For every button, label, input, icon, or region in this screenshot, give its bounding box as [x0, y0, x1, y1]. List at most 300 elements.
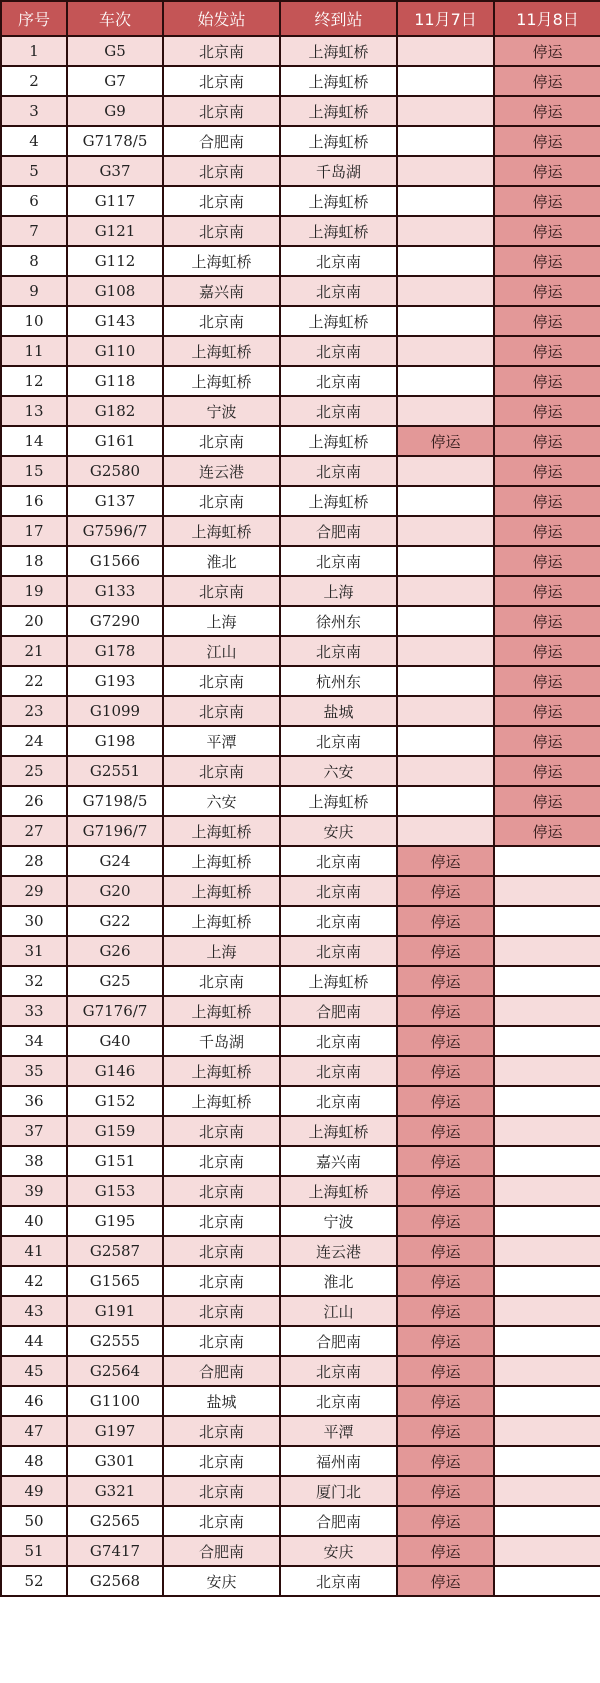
table-row: [1, 1086, 600, 1116]
cell-destination: 六安: [280, 756, 397, 786]
cell-nov7: [397, 396, 494, 426]
cell-nov8: [494, 1176, 600, 1206]
cell-destination: 上海虹桥: [280, 426, 397, 456]
cell-serial: 24: [1, 726, 67, 756]
cell-nov8: 停运: [494, 546, 600, 576]
cell-origin: 淮北: [163, 546, 280, 576]
cell-origin: 北京南: [163, 1446, 280, 1476]
cell-origin: 上海虹桥: [163, 996, 280, 1026]
cell-nov7: [397, 786, 494, 816]
cell-serial: 18: [1, 546, 67, 576]
cell-serial: 52: [1, 1566, 67, 1596]
cell-train: G193: [67, 666, 163, 696]
cell-serial: 6: [1, 186, 67, 216]
cell-train: G161: [67, 426, 163, 456]
cell-train: G108: [67, 276, 163, 306]
table-row: [1, 1236, 600, 1266]
cell-destination: 上海虹桥: [280, 306, 397, 336]
cell-serial: 34: [1, 1026, 67, 1056]
cell-destination: 上海虹桥: [280, 216, 397, 246]
table-row: [1, 1146, 600, 1176]
cell-origin: 宁波: [163, 396, 280, 426]
cell-origin: 北京南: [163, 486, 280, 516]
column-header-serial: 序号: [1, 1, 67, 36]
table-row: [1, 1266, 600, 1296]
cell-serial: 8: [1, 246, 67, 276]
cell-destination: 上海虹桥: [280, 1176, 397, 1206]
cell-destination: 福州南: [280, 1446, 397, 1476]
table-row: [1, 936, 600, 966]
cell-destination: 杭州东: [280, 666, 397, 696]
cell-destination: 北京南: [280, 846, 397, 876]
cell-serial: 5: [1, 156, 67, 186]
cell-train: G2551: [67, 756, 163, 786]
cell-nov7: [397, 816, 494, 846]
cell-nov7: [397, 486, 494, 516]
cell-serial: 20: [1, 606, 67, 636]
cell-nov8: 停运: [494, 756, 600, 786]
cell-serial: 48: [1, 1446, 67, 1476]
cell-serial: 51: [1, 1536, 67, 1566]
table-row: [1, 276, 600, 306]
cell-nov7: 停运: [397, 1386, 494, 1416]
cell-train: G112: [67, 246, 163, 276]
table-row: [1, 666, 600, 696]
cell-origin: 北京南: [163, 216, 280, 246]
cell-nov7: [397, 216, 494, 246]
table-row: [1, 336, 600, 366]
weibo-watermark: [489, 1661, 512, 1677]
cell-nov8: 停运: [494, 816, 600, 846]
cell-train: G117: [67, 186, 163, 216]
cell-serial: 4: [1, 126, 67, 156]
cell-nov7: [397, 336, 494, 366]
table-row: [1, 1056, 600, 1086]
cell-nov8: [494, 1266, 600, 1296]
cell-origin: 北京南: [163, 306, 280, 336]
cell-nov7: [397, 606, 494, 636]
cell-train: G152: [67, 1086, 163, 1116]
cell-destination: 北京南: [280, 726, 397, 756]
cell-destination: 嘉兴南: [280, 1146, 397, 1176]
cell-origin: 北京南: [163, 1266, 280, 1296]
cell-train: G197: [67, 1416, 163, 1446]
cell-serial: 29: [1, 876, 67, 906]
cell-destination: 北京南: [280, 336, 397, 366]
cell-destination: 上海虹桥: [280, 126, 397, 156]
table-row: [1, 996, 600, 1026]
cell-origin: 北京南: [163, 156, 280, 186]
cell-nov8: 停运: [494, 216, 600, 246]
cell-train: G2564: [67, 1356, 163, 1386]
cell-destination: 淮北: [280, 1266, 397, 1296]
cell-origin: 合肥南: [163, 1536, 280, 1566]
cell-origin: 北京南: [163, 426, 280, 456]
cell-nov8: 停运: [494, 246, 600, 276]
cell-nov8: [494, 1416, 600, 1446]
cell-destination: 北京南: [280, 636, 397, 666]
cell-serial: 25: [1, 756, 67, 786]
cell-destination: 上海虹桥: [280, 186, 397, 216]
table-row: [1, 906, 600, 936]
table-row: [1, 1026, 600, 1056]
cell-nov8: [494, 1116, 600, 1146]
cell-serial: 21: [1, 636, 67, 666]
cell-serial: 17: [1, 516, 67, 546]
cell-origin: 上海虹桥: [163, 1086, 280, 1116]
cell-destination: 北京南: [280, 456, 397, 486]
cell-nov8: [494, 1356, 600, 1386]
cell-nov7: 停运: [397, 1236, 494, 1266]
cell-nov7: 停运: [397, 1056, 494, 1086]
cell-serial: 40: [1, 1206, 67, 1236]
cell-nov8: [494, 1026, 600, 1056]
cell-destination: 平潭: [280, 1416, 397, 1446]
cell-origin: 北京南: [163, 36, 280, 66]
cell-nov8: 停运: [494, 276, 600, 306]
cell-serial: 19: [1, 576, 67, 606]
cell-origin: 上海虹桥: [163, 366, 280, 396]
table-row: [1, 366, 600, 396]
cell-destination: 北京南: [280, 276, 397, 306]
table-row: [1, 636, 600, 666]
cell-nov7: [397, 96, 494, 126]
cell-train: G2565: [67, 1506, 163, 1536]
cell-nov8: 停运: [494, 726, 600, 756]
cell-nov8: 停运: [494, 456, 600, 486]
cell-nov7: 停运: [397, 1566, 494, 1596]
cell-nov8: [494, 876, 600, 906]
cell-nov7: [397, 636, 494, 666]
cell-serial: 39: [1, 1176, 67, 1206]
cell-origin: 盐城: [163, 1386, 280, 1416]
cell-destination: 上海虹桥: [280, 36, 397, 66]
cell-destination: 合肥南: [280, 1506, 397, 1536]
cell-train: G191: [67, 1296, 163, 1326]
cell-nov7: 停运: [397, 426, 494, 456]
cell-serial: 22: [1, 666, 67, 696]
cell-nov8: [494, 1506, 600, 1536]
table-row: [1, 216, 600, 246]
cell-origin: 北京南: [163, 1296, 280, 1326]
cell-origin: 上海虹桥: [163, 846, 280, 876]
cell-destination: 北京南: [280, 1386, 397, 1416]
cell-serial: 11: [1, 336, 67, 366]
cell-serial: 38: [1, 1146, 67, 1176]
cell-origin: 北京南: [163, 186, 280, 216]
cell-nov8: [494, 966, 600, 996]
cell-train: G321: [67, 1476, 163, 1506]
cell-train: G20: [67, 876, 163, 906]
table-row: [1, 156, 600, 186]
cell-origin: 上海虹桥: [163, 876, 280, 906]
cell-serial: 13: [1, 396, 67, 426]
cell-origin: 上海: [163, 606, 280, 636]
cell-train: G151: [67, 1146, 163, 1176]
cell-destination: 北京南: [280, 1026, 397, 1056]
table-row: [1, 1476, 600, 1506]
table-row: [1, 1446, 600, 1476]
cell-train: G40: [67, 1026, 163, 1056]
column-header-nov7: 11月7日: [397, 1, 494, 36]
cell-origin: 上海虹桥: [163, 816, 280, 846]
cell-train: G146: [67, 1056, 163, 1086]
cell-origin: 上海: [163, 936, 280, 966]
cell-nov8: 停运: [494, 516, 600, 546]
cell-train: G143: [67, 306, 163, 336]
cell-serial: 1: [1, 36, 67, 66]
table-row: [1, 966, 600, 996]
cell-destination: 北京南: [280, 876, 397, 906]
cell-origin: 嘉兴南: [163, 276, 280, 306]
table-row: [1, 36, 600, 66]
cell-destination: 连云港: [280, 1236, 397, 1266]
cell-destination: 安庆: [280, 1536, 397, 1566]
cell-serial: 37: [1, 1116, 67, 1146]
table-row: [1, 1296, 600, 1326]
cell-serial: 15: [1, 456, 67, 486]
table-row: [1, 1566, 600, 1596]
table-row: [1, 396, 600, 426]
cell-nov7: 停运: [397, 1416, 494, 1446]
table-row: [1, 786, 600, 816]
cell-nov8: [494, 1476, 600, 1506]
cell-serial: 33: [1, 996, 67, 1026]
cell-serial: 46: [1, 1386, 67, 1416]
table-header-row: [1, 1, 600, 36]
table-row: [1, 546, 600, 576]
cell-train: G1099: [67, 696, 163, 726]
cell-serial: 23: [1, 696, 67, 726]
cell-destination: 上海虹桥: [280, 96, 397, 126]
cell-destination: 上海虹桥: [280, 966, 397, 996]
cell-serial: 36: [1, 1086, 67, 1116]
table-row: [1, 816, 600, 846]
cell-train: G7: [67, 66, 163, 96]
cell-origin: 北京南: [163, 1416, 280, 1446]
cell-serial: 2: [1, 66, 67, 96]
cell-origin: 北京南: [163, 1476, 280, 1506]
cell-nov7: [397, 726, 494, 756]
cell-train: G25: [67, 966, 163, 996]
cell-origin: 北京南: [163, 1206, 280, 1236]
cell-origin: 北京南: [163, 756, 280, 786]
cell-nov7: 停运: [397, 1356, 494, 1386]
cell-nov7: 停运: [397, 1206, 494, 1236]
cell-nov7: 停运: [397, 1296, 494, 1326]
cell-nov8: 停运: [494, 306, 600, 336]
column-header-nov8: 11月8日: [494, 1, 600, 36]
table-row: [1, 426, 600, 456]
cell-train: G2568: [67, 1566, 163, 1596]
cell-destination: 盐城: [280, 696, 397, 726]
cell-train: G7417: [67, 1536, 163, 1566]
cell-serial: 3: [1, 96, 67, 126]
table-row: [1, 186, 600, 216]
cell-nov8: [494, 1446, 600, 1476]
cell-nov8: [494, 936, 600, 966]
cell-origin: 北京南: [163, 1176, 280, 1206]
cell-train: G37: [67, 156, 163, 186]
cell-train: G5: [67, 36, 163, 66]
cell-nov8: 停运: [494, 606, 600, 636]
cell-nov8: 停运: [494, 156, 600, 186]
table-row: [1, 486, 600, 516]
cell-nov8: [494, 846, 600, 876]
table-row: [1, 756, 600, 786]
cell-serial: 12: [1, 366, 67, 396]
table-row: [1, 1356, 600, 1386]
cell-nov7: [397, 366, 494, 396]
cell-destination: 千岛湖: [280, 156, 397, 186]
weibo-icon: [489, 1661, 509, 1677]
cell-nov7: [397, 276, 494, 306]
cell-destination: 上海虹桥: [280, 786, 397, 816]
cell-nov8: 停运: [494, 186, 600, 216]
cell-nov8: 停运: [494, 426, 600, 456]
table-row: [1, 306, 600, 336]
cell-origin: 六安: [163, 786, 280, 816]
cell-nov7: [397, 456, 494, 486]
cell-nov7: 停运: [397, 876, 494, 906]
cell-nov8: 停运: [494, 576, 600, 606]
cell-nov8: 停运: [494, 666, 600, 696]
cell-nov7: 停运: [397, 846, 494, 876]
cell-origin: 安庆: [163, 1566, 280, 1596]
cell-nov7: [397, 756, 494, 786]
cell-nov7: 停运: [397, 906, 494, 936]
cell-train: G22: [67, 906, 163, 936]
cell-serial: 44: [1, 1326, 67, 1356]
table-row: [1, 246, 600, 276]
table-row: [1, 846, 600, 876]
cell-nov8: [494, 1146, 600, 1176]
cell-serial: 31: [1, 936, 67, 966]
cell-nov7: 停运: [397, 1086, 494, 1116]
cell-train: G24: [67, 846, 163, 876]
cell-train: G178: [67, 636, 163, 666]
cell-nov8: [494, 1086, 600, 1116]
cell-nov7: 停运: [397, 1326, 494, 1356]
cell-train: G7198/5: [67, 786, 163, 816]
cell-origin: 北京南: [163, 1146, 280, 1176]
cell-nov7: 停运: [397, 1536, 494, 1566]
cell-nov8: 停运: [494, 696, 600, 726]
cell-train: G110: [67, 336, 163, 366]
cell-nov8: 停运: [494, 126, 600, 156]
cell-nov7: 停运: [397, 1146, 494, 1176]
cell-serial: 26: [1, 786, 67, 816]
cell-nov7: [397, 36, 494, 66]
cell-destination: 北京南: [280, 1086, 397, 1116]
cell-train: G7196/7: [67, 816, 163, 846]
cell-nov8: 停运: [494, 96, 600, 126]
cell-nov8: 停运: [494, 486, 600, 516]
cell-train: G7178/5: [67, 126, 163, 156]
cell-train: G2580: [67, 456, 163, 486]
cell-nov8: [494, 1386, 600, 1416]
cell-train: G7596/7: [67, 516, 163, 546]
cell-origin: 北京南: [163, 66, 280, 96]
table-row: [1, 1176, 600, 1206]
cell-train: G1565: [67, 1266, 163, 1296]
cell-origin: 北京南: [163, 96, 280, 126]
cell-destination: 上海虹桥: [280, 486, 397, 516]
cell-train: G9: [67, 96, 163, 126]
cell-serial: 47: [1, 1416, 67, 1446]
cell-serial: 28: [1, 846, 67, 876]
table-row: [1, 726, 600, 756]
cell-origin: 合肥南: [163, 126, 280, 156]
cell-nov8: [494, 1236, 600, 1266]
cell-nov7: [397, 66, 494, 96]
cell-serial: 45: [1, 1356, 67, 1386]
cell-destination: 北京南: [280, 396, 397, 426]
cell-destination: 合肥南: [280, 516, 397, 546]
cell-origin: 上海虹桥: [163, 1056, 280, 1086]
cell-train: G7176/7: [67, 996, 163, 1026]
cell-destination: 厦门北: [280, 1476, 397, 1506]
cell-destination: 江山: [280, 1296, 397, 1326]
cell-serial: 49: [1, 1476, 67, 1506]
cell-nov8: [494, 1056, 600, 1086]
cell-destination: 北京南: [280, 366, 397, 396]
cell-nov8: 停运: [494, 36, 600, 66]
cell-destination: 宁波: [280, 1206, 397, 1236]
cell-nov7: 停运: [397, 936, 494, 966]
cell-train: G1100: [67, 1386, 163, 1416]
cell-origin: 合肥南: [163, 1356, 280, 1386]
cell-nov7: 停运: [397, 996, 494, 1026]
cell-destination: 安庆: [280, 816, 397, 846]
cell-train: G118: [67, 366, 163, 396]
cell-nov7: [397, 666, 494, 696]
cell-origin: 北京南: [163, 1326, 280, 1356]
cell-train: G182: [67, 396, 163, 426]
cell-destination: 合肥南: [280, 1326, 397, 1356]
cell-serial: 43: [1, 1296, 67, 1326]
table-row: [1, 606, 600, 636]
cell-destination: 上海: [280, 576, 397, 606]
cell-origin: 连云港: [163, 456, 280, 486]
table-row: [1, 126, 600, 156]
cell-nov7: 停运: [397, 1506, 494, 1536]
cell-origin: 上海虹桥: [163, 906, 280, 936]
column-header-train: 车次: [67, 1, 163, 36]
cell-destination: 合肥南: [280, 996, 397, 1026]
table-body: [1, 36, 600, 1596]
cell-nov7: [397, 156, 494, 186]
cell-train: G2587: [67, 1236, 163, 1266]
cell-nov8: 停运: [494, 66, 600, 96]
cell-destination: 北京南: [280, 906, 397, 936]
table-row: [1, 1416, 600, 1446]
cell-nov7: 停运: [397, 1266, 494, 1296]
cell-train: G2555: [67, 1326, 163, 1356]
cell-origin: 上海虹桥: [163, 516, 280, 546]
table-row: [1, 1386, 600, 1416]
cell-nov8: [494, 1566, 600, 1596]
cell-train: G26: [67, 936, 163, 966]
table-row: [1, 1206, 600, 1236]
cell-nov7: [397, 306, 494, 336]
cell-nov8: [494, 1296, 600, 1326]
table-row: [1, 96, 600, 126]
cell-nov8: 停运: [494, 396, 600, 426]
table-row: [1, 1506, 600, 1536]
cell-nov7: [397, 126, 494, 156]
column-header-destination: 终到站: [280, 1, 397, 36]
